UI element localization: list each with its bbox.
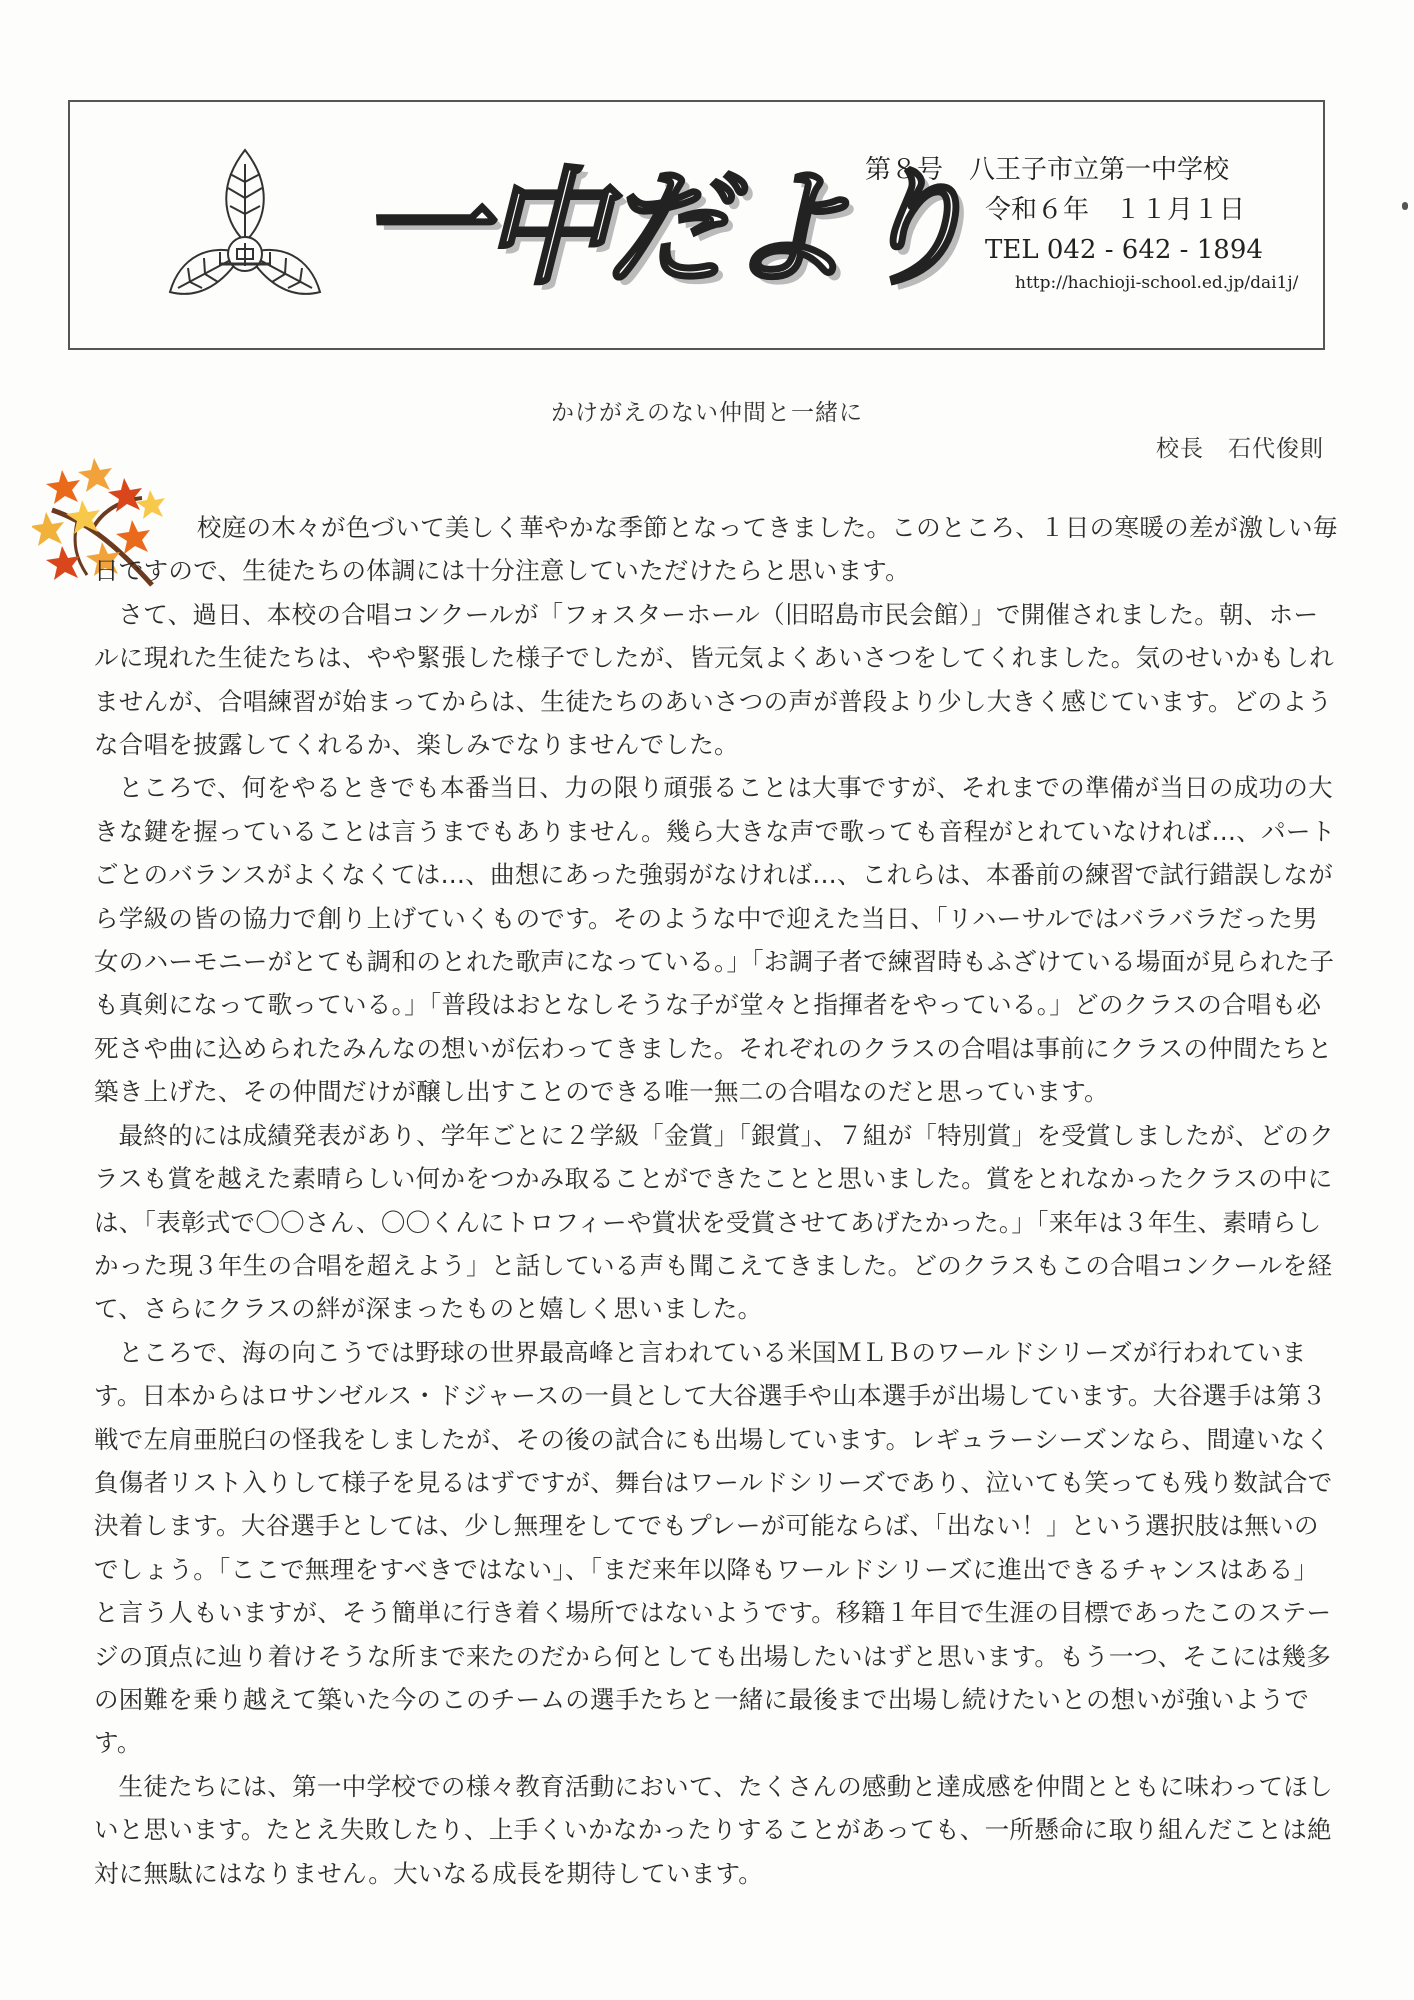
paragraph: ところで、海の向こうでは野球の世界最高峰と言われている米国ＭＬＢのワールドシリーズが行われています。日本からはロサンゼルス・ドジャースの一員として大谷選手や山本選手が出場しています。大谷選手は第３戦で左肩亜脱臼の怪我をしましたが、その後の試合にも出場しています。レギュラーシーズンなら、間違いなく負傷者リスト入りして様子を見るはずですが、舞台はワールドシリーズであり、泣いても笑っても残り数試合で決着します。大谷選手としては、少し無理をしてでもプレーが可能ならば、「出ない！」という選択肢は無いのでしょう。「ここで無理をすべきではない」、「まだ来年以降もワールドシリーズに進出できるチャンスはある」と言う人もいますが、そう簡単に行き着く場所ではないようです。移籍１年目で生涯の目標であったこのステージの頂点に辿り着けそうな所まで来たのだから何としても出場したいはずと思います。もう一つ、そこには幾多の困難を乗り越えて築いた今のこのチームの選手たちと一緒に最後まで出場し続けたいとの想いが強いようです。 [94, 1337, 1333, 1758]
school-url[interactable]: http://hachioji-school.ed.jp/dai1j/ [1015, 273, 1299, 293]
issue-date: 令和６年 １１月１日 [985, 195, 1246, 225]
issue-info [865, 150, 1315, 296]
paragraph: さて、過日、本校の合唱コンクールが「フォスターホール（旧昭島市民会館）」で開催されました。朝、ホールに現れた生徒たちは、やや緊張した様子でしたが、皆元気よくあいさつをしてくれました。気のせいかもしれませんが、合唱練習が始まってからは、生徒たちのあいさつの声が普段より少し大きく感じています。どのような合唱を披露してくれるか、楽しみでなりませんでした。 [94, 599, 1334, 760]
school-emblem-icon [150, 142, 340, 312]
article-title: かけがえのない仲間と一緒に [551, 400, 863, 426]
issue-and-school: 第８号 八王子市立第一中学校 [865, 155, 1230, 185]
scan-mark [1402, 202, 1408, 210]
paragraph: 最終的には成績発表があり、学年ごとに２学級「金賞」「銀賞」、７組が「特別賞」を受賞しましたが、どのクラスも賞を越えた素晴らしい何かをつかみ取ることができたことと思いました。賞をとれなかったクラスの中には、「表彰式で〇〇さん、〇〇くんにトロフィーや賞状を受賞させてあげたかった。」「来年は３年生、素晴らしかった現３年生の合唱を超えよう」と話している声も聞こえてきました。どのクラスもこの合唱コンクールを経て、さらにクラスの絆が深まったものと嬉しく思いました。 [94, 1120, 1334, 1324]
school-tel: TEL 042 - 642 - 1894 [985, 235, 1263, 265]
paragraph: ところで、何をやるときでも本番当日、力の限り頑張ることは大事ですが、それまでの準備が当日の成功の大きな鍵を握っていることは言うまでもありません。幾ら大きな声で歌っても音程がとれていなければ…、パートごとのバランスがよくなくては…、曲想にあった強弱がなければ…、これらは、本番前の練習で試行錯誤しながら学級の皆の協力で創り上げていくものです。そのような中で迎えた当日、「リハーサルではバラバラだった男女のハーモニーがとても調和のとれた歌声になっている。」「お調子者で練習時もふざけている場面が見られた子も真剣になって歌っている。」「普段はおとなしそうな子が堂々と指揮者をやっている。」どのクラスの合唱も必死さや曲に込められたみんなの想いが伝わってきました。それぞれのクラスの合唱は事前にクラスの仲間たちと築き上げた、その仲間だけが醸し出すことのできる唯一無二の合唱なのだと思っています。 [94, 773, 1336, 1107]
masthead-title: 一中だより [360, 155, 970, 302]
article-author: 校長 石代俊則 [1156, 436, 1324, 462]
article-body [94, 506, 1339, 1895]
masthead-box [68, 100, 1325, 350]
paragraph: 生徒たちには、第一中学校での様々教育活動において、たくさんの感動と達成感を仲間とともに味わってほしいと思います。たとえ失敗したり、上手くいかなかったりすることがあっても、一所懸命に取り組んだことは絶対に無駄にはなりません。大いなる成長を期待しています。 [94, 1771, 1333, 1888]
paragraph: 校庭の木々が色づいて美しく華やかな季節となってきました。このところ、１日の寒暖の差が激しい毎日ですので、生徒たちの体調には十分注意していただけたらと思います。 [94, 513, 1338, 586]
